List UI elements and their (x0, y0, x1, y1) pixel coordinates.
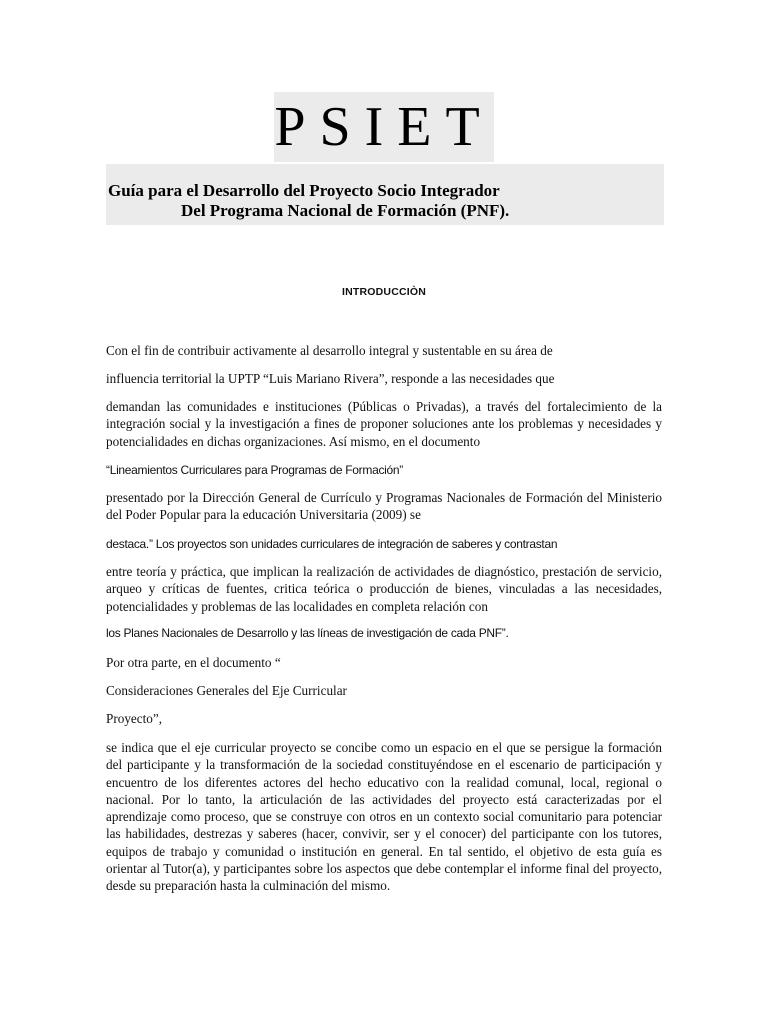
paragraph-12: se indica que el eje curricular proyecto se concibe como un espacio en el que se persigue la formación del participante y la transformación de la sociedad constituyéndose en el escenario de participación y encuentro de los diferentes actores del hecho educativo con la realidad comunal, local, regional o nacional. Por lo tanto, la articulación de las actividades del proyecto está caracterizadas por el aprendizaje como proceso, que se construye con otros en un contexto social comunitario para potenciar las habilidades, destrezas y saberes (hacer, convivir, ser y el conocer) del participante con los tutores, equipos de trabajo y comunidad o institución en general. En tal sentido, el objetivo de esta guía es orientar al Tutor(a), y participantes sobre los aspectos que debe contemplar el informe final del proyecto, desde su preparación hasta la culminación del mismo. (106, 740, 662, 894)
paragraph-1: Con el fin de contribuir activamente al desarrollo integral y sustentable en su área de (106, 343, 553, 358)
subtitle-line-2: Del Programa Nacional de Formación (PNF). (181, 201, 510, 220)
subtitle-line-1: Guía para el Desarrollo del Proyecto Socio Integrador (108, 181, 500, 200)
paragraph-6: destaca.” Los proyectos son unidades curriculares de integración de saberes y contrastan (106, 537, 558, 551)
document-subtitle (106, 164, 664, 225)
paragraph-2: influencia territorial la UPTP “Luis Mariano Rivera”, responde a las necesidades que (106, 371, 555, 386)
paragraph-7: entre teoría y práctica, que implican la realización de actividades de diagnóstico, prestación de servicio, arqueo y críticas de fuentes, critica teórica o producción de bienes, vinculadas a las necesidades, potencialidades y problemas de las localidades en completa relación con (106, 564, 662, 614)
paragraph-8: los Planes Nacionales de Desarrollo y las líneas de investigación de cada PNF”. (106, 626, 509, 640)
paragraph-11: Proyecto”, (106, 711, 163, 726)
paragraph-9: Por otra parte, en el documento “ (106, 655, 281, 670)
section-heading: INTRODUCCIÒN (341, 286, 427, 298)
document-title: PSIET (274, 92, 494, 162)
paragraph-4: “Lineamientos Curriculares para Programas de Formación” (106, 463, 403, 477)
paragraph-5: presentado por la Dirección General de Currículo y Programas Nacionales de Formación del Ministerio del Poder Popular para la educación Universitaria (2009) se (106, 490, 662, 523)
paragraph-10: Consideraciones Generales del Eje Curricular (106, 683, 347, 698)
paragraph-3: demandan las comunidades e instituciones (Públicas o Privadas), a través del fortalecimiento de la integración social y la investigación a fines de proponer soluciones ante los problemas y necesidades y potencialidades en dichas organizaciones. Así mismo, en el documento (106, 399, 662, 449)
